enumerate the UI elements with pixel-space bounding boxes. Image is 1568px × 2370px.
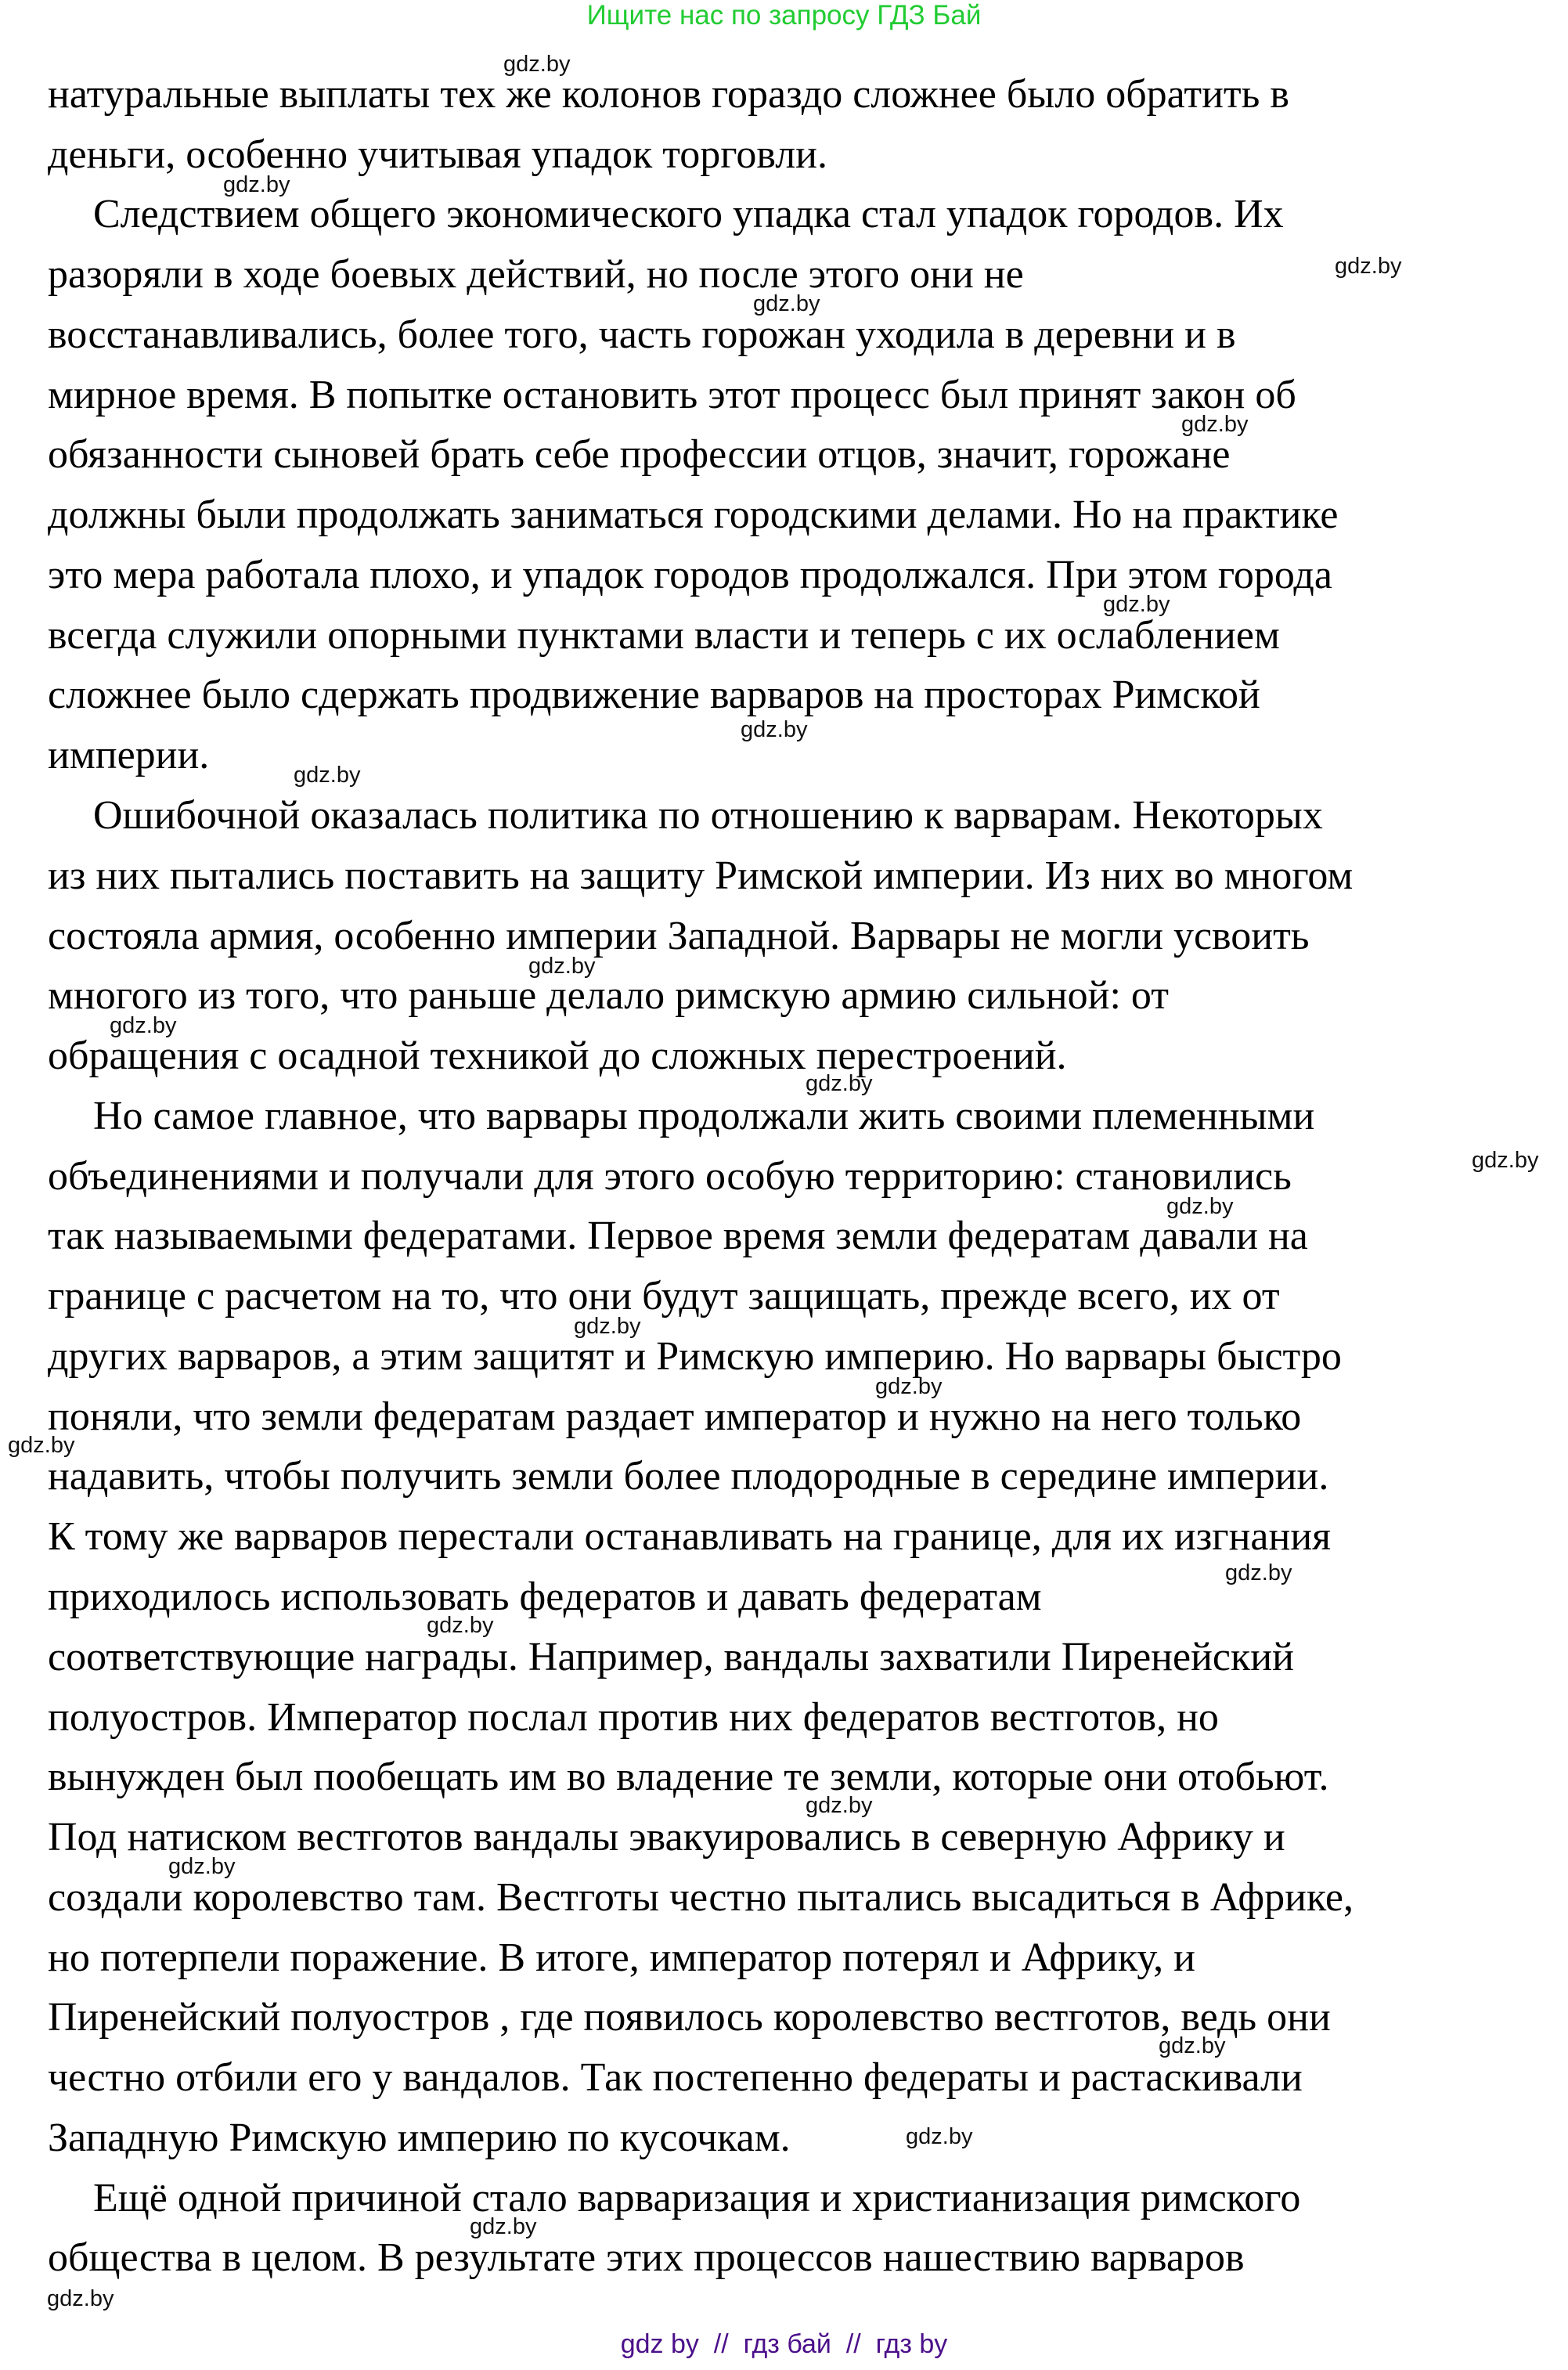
text-line: из них пытались поставить на защиту Римской империи. Из них во многом <box>48 853 1354 898</box>
text-line: Под натиском вестготов вандалы эвакуировались в северную Африку и <box>48 1815 1285 1860</box>
text-line: восстанавливались, более того, часть горожан уходила в деревни и в <box>48 312 1236 357</box>
watermark: gdz.by <box>1166 1194 1234 1219</box>
text-line: натуральные выплаты тех же колонов гораздо сложнее было обратить в <box>48 72 1289 117</box>
watermark: gdz.by <box>753 291 820 316</box>
text-line: границе с расчетом на то, что они будут защищать, прежде всего, их от <box>48 1274 1280 1318</box>
watermark: gdz.by <box>294 763 361 788</box>
text-line: надавить, чтобы получить земли более плодородные в середине империи. <box>48 1454 1329 1499</box>
text-line: должны были продолжать заниматься городскими делами. Но на практике <box>48 492 1339 537</box>
text-line: объединениями и получали для этого особую территорию: становились <box>48 1154 1292 1199</box>
text-line: приходилось использовать федератов и давать федератам <box>48 1575 1042 1619</box>
text-line: создали королевство там. Вестготы честно пытались высадиться в Африке, <box>48 1875 1354 1920</box>
watermark: gdz.by <box>223 172 290 197</box>
text-line: вынужден был пообещать им во владение те земли, которые они отобьют. <box>48 1755 1329 1799</box>
watermark: gdz.by <box>906 2124 973 2149</box>
watermark: gdz.by <box>528 954 596 979</box>
watermark: gdz.by <box>110 1013 177 1038</box>
watermark: gdz.by <box>427 1613 494 1638</box>
watermark: gdz.by <box>1181 412 1249 437</box>
watermark: gdz.by <box>1159 2033 1226 2058</box>
watermark: gdz.by <box>168 1854 236 1879</box>
watermark: gdz.by <box>1103 592 1170 617</box>
watermark: gdz.by <box>1472 1148 1539 1173</box>
text-line: империи. <box>48 733 210 777</box>
watermark: gdz.by <box>47 2286 114 2311</box>
text-line: но потерпели поражение. В итоге, император потерял и Африку, и <box>48 1935 1196 1980</box>
paragraph-start-line: Но самое главное, что варвары продолжали жить своими племенными <box>93 1094 1315 1138</box>
text-line: других варваров, а этим защитят и Римскую империю. Но варвары быстро <box>48 1334 1342 1379</box>
text-line: поняли, что земли федератам раздает император и нужно на него только <box>48 1394 1302 1439</box>
search-hint-banner: Ищите нас по запросу ГДЗ Бай <box>586 0 982 31</box>
watermark: gdz.by <box>1225 1560 1292 1585</box>
text-line: деньги, особенно учитывая упадок торговли. <box>48 132 827 177</box>
text-line: полуостров. Император послал против них федератов вестготов, но <box>48 1695 1219 1740</box>
watermark: gdz.by <box>1335 254 1402 279</box>
text-line: соответствующие награды. Например, вандалы захватили Пиренейский <box>48 1635 1294 1679</box>
text-line: многого из того, что раньше делало римскую армию сильной: от <box>48 973 1169 1018</box>
watermark: gdz.by <box>503 52 571 77</box>
text-line: Пиренейский полуостров , где появилось королевство вестготов, ведь они <box>48 1995 1331 2040</box>
text-line: общества в целом. В результате этих процессов нашествию варваров <box>48 2235 1245 2280</box>
text-line: честно отбили его у вандалов. Так постепенно федераты и растаскивали <box>48 2055 1303 2100</box>
text-line: обязанности сыновей брать себе профессии отцов, значит, горожане <box>48 432 1231 477</box>
text-line: состояла армия, особенно империи Западной. Варвары не могли усвоить <box>48 914 1310 958</box>
text-line: К тому же варваров перестали останавливать на границе, для их изгнания <box>48 1514 1332 1559</box>
text-line: это мера работала плохо, и упадок городов продолжался. При этом города <box>48 553 1332 597</box>
text-line: разоряли в ходе боевых действий, но после этого они не <box>48 252 1024 297</box>
paragraph-start-line: Следствием общего экономического упадка стал упадок городов. Их <box>93 192 1284 236</box>
watermark: gdz.by <box>470 2214 537 2239</box>
paragraph-start-line: Ошибочной оказалась политика по отношению к варварам. Некоторых <box>93 793 1323 838</box>
watermark: gdz.by <box>8 1433 75 1458</box>
text-line: сложнее было сдержать продвижение варваров на просторах Римской <box>48 673 1260 717</box>
watermark: gdz.by <box>741 717 808 742</box>
watermark: gdz.by <box>806 1071 873 1096</box>
paragraph-start-line: Ещё одной причиной стало варваризация и христианизация римского <box>93 2176 1301 2220</box>
footer-site-links[interactable]: gdz by // гдз бай // гдз by <box>620 2329 948 2359</box>
watermark: gdz.by <box>806 1793 873 1818</box>
text-line: мирное время. В попытке остановить этот процесс был принят закон об <box>48 373 1296 417</box>
text-line: обращения с осадной техникой до сложных перестроений. <box>48 1033 1067 1078</box>
text-line: Западную Римскую империю по кусочкам. <box>48 2116 791 2160</box>
watermark: gdz.by <box>574 1314 641 1339</box>
text-line: так называемыми федератами. Первое время земли федератам давали на <box>48 1214 1308 1258</box>
watermark: gdz.by <box>875 1374 943 1399</box>
text-line: всегда служили опорными пунктами власти и теперь с их ослаблением <box>48 613 1280 658</box>
